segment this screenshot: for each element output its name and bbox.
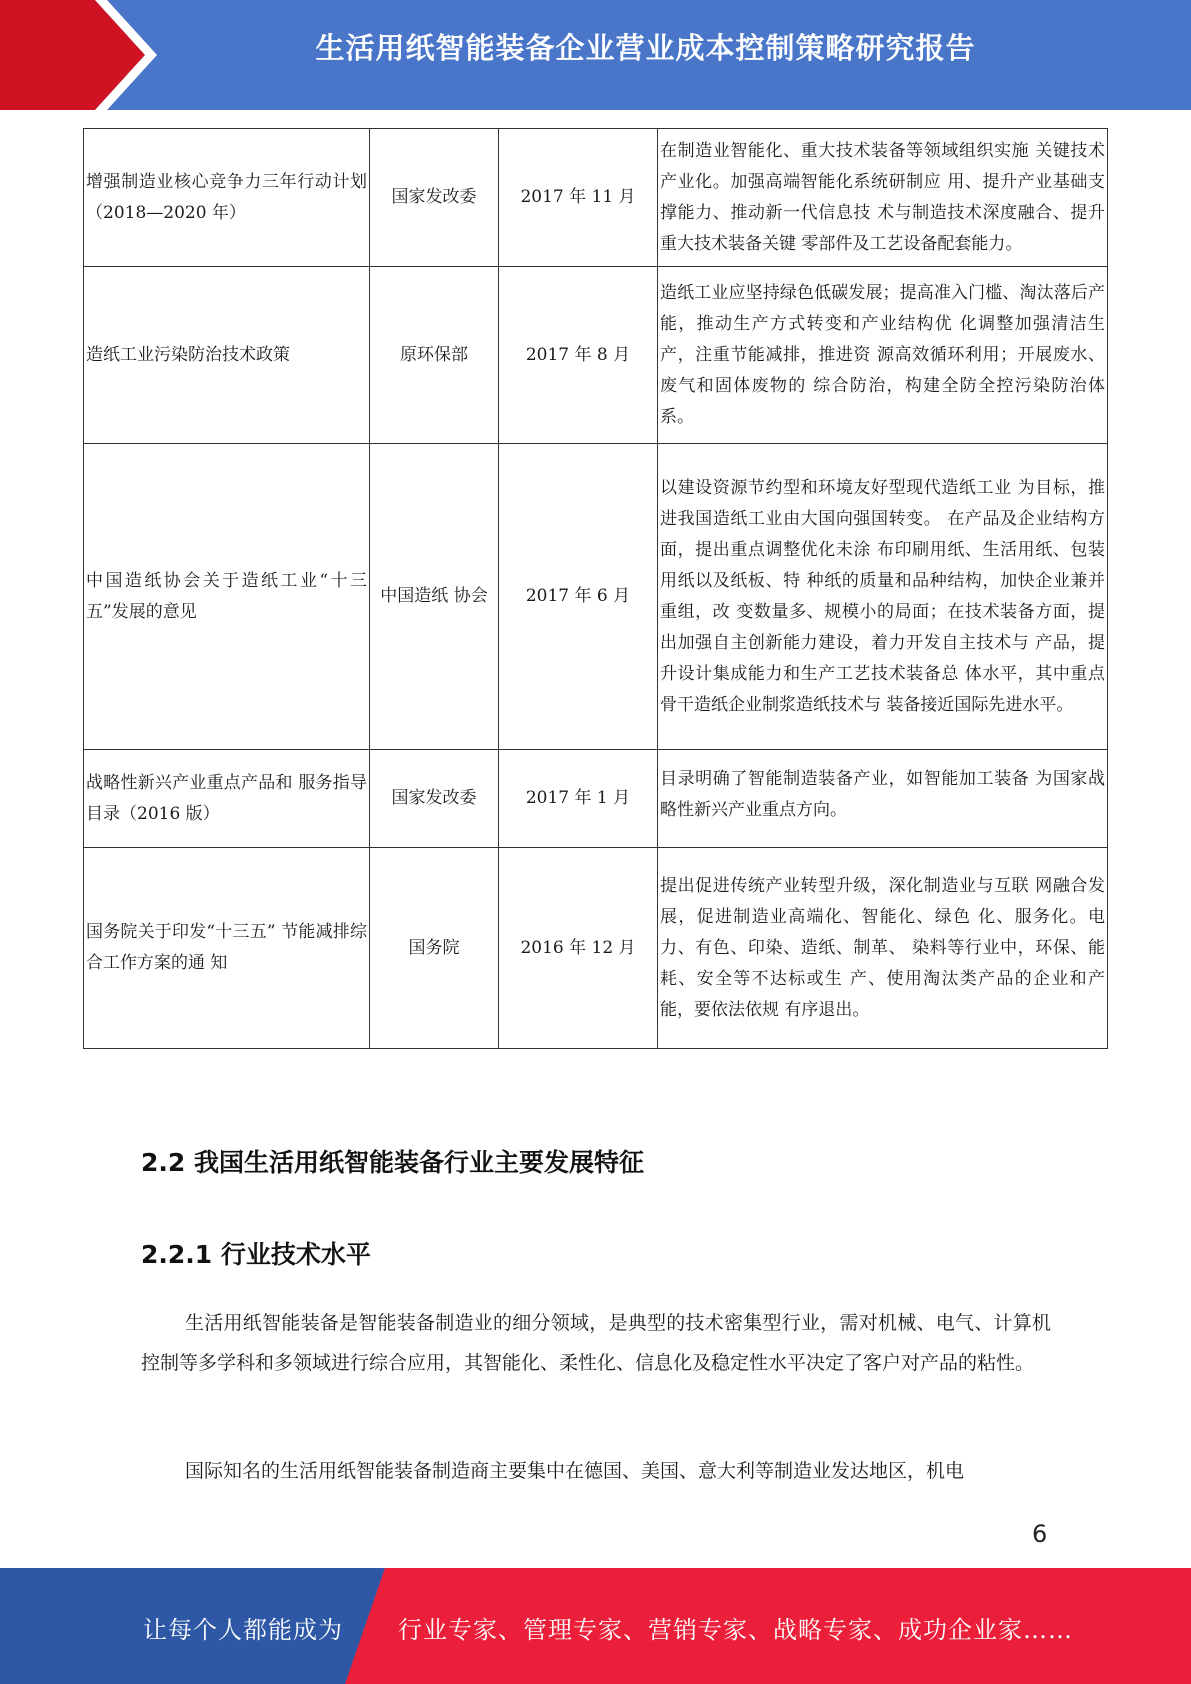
policy-name-cell: 战略性新兴产业重点产品和 服务指导目录（2016 版） [84, 750, 370, 848]
issue-date-cell: 2017 年 1 月 [499, 750, 658, 848]
table-row [84, 267, 1108, 444]
policy-name-cell: 增强制造业核心竞争力三年行动计划（2018—2020 年） [84, 129, 370, 267]
policy-content-cell: 以建设资源节约型和环境友好型现代造纸工业 为目标，推进我国造纸工业由大国向强国转变。 在产品及企业结构方面，提出重点调整优化未涂 布印刷用纸、生活用纸、包装用纸以及纸板、特 种纸的质量和品种结构，加快企业兼并重组，改 变数量多、规模小的局面；在技术装备方面，提 出加强自主创新能力建设，着力开发自主技术与 产品，提升设计集成能力和生产工艺技术装备总 体水平，其中重点骨干造纸企业制浆造纸技术与 装备接近国际先进水平。 [658, 444, 1108, 750]
footer-slogan-left: 让每个人都能成为 [143, 1616, 343, 1644]
section-heading: 2.2 我国生活用纸智能装备行业主要发展特征 [141, 1148, 644, 1177]
subsection-heading: 2.2.1 行业技术水平 [141, 1240, 371, 1269]
policy-name-cell: 造纸工业污染防治技术政策 [84, 267, 370, 444]
report-title: 生活用纸智能装备企业营业成本控制策略研究报告 [315, 31, 976, 65]
policy-name-cell: 中国造纸协会关于造纸工业“十三五”发展的意见 [84, 444, 370, 750]
issue-date-cell: 2017 年 8 月 [499, 267, 658, 444]
table-row [84, 444, 1108, 750]
body-paragraph: 生活用纸智能装备是智能装备制造业的细分领域，是典型的技术密集型行业，需对机械、电气、计算机控制等多学科和多领域进行综合应用，其智能化、柔性化、信息化及稳定性水平决定了客户对产品的粘性。 [141, 1312, 1051, 1374]
page-number: 6 [1032, 1520, 1048, 1548]
policy-content-cell: 造纸工业应坚持绿色低碳发展；提高准入门槛、淘汰落后产能，推动生产方式转变和产业结构优 化调整加强清洁生产，注重节能减排，推进资 源高效循环利用；开展废水、废气和固体废物的 综合防治，构建全防全控污染防治体系。 [658, 267, 1108, 444]
issue-date-cell: 2016 年 12 月 [499, 848, 658, 1049]
policy-content-cell: 提出促进传统产业转型升级，深化制造业与互联 网融合发展，促进制造业高端化、智能化、绿色 化、服务化。电力、有色、印染、造纸、制革、 染料等行业中，环保、能耗、安全等不达标或生 产、使用淘汰类产品的企业和产能，要依法依规 有序退出。 [658, 848, 1108, 1049]
issuing-org-cell: 国家发改委 [370, 750, 499, 848]
policy-name-cell: 国务院关于印发“十三五” 节能减排综合工作方案的通 知 [84, 848, 370, 1049]
page-header-banner [0, 0, 1191, 110]
issuing-org-cell: 国务院 [370, 848, 499, 1049]
footer-slogan-right: 行业专家、管理专家、营销专家、战略专家、成功企业家…… [398, 1616, 1073, 1644]
policy-content-cell: 目录明确了智能制造装备产业，如智能加工装备 为国家战略性新兴产业重点方向。 [658, 750, 1108, 848]
table-row [84, 129, 1108, 267]
header-red-arrow [0, 0, 150, 110]
policy-content-cell: 在制造业智能化、重大技术装备等领域组织实施 关键技术产业化。加强高端智能化系统研制应 用、提升产业基础支撑能力、推动新一代信息技 术与制造技术深度融合、提升重大技术装备关键 零部件及工艺设备配套能力。 [658, 129, 1108, 267]
issue-date-cell: 2017 年 6 月 [499, 444, 658, 750]
body-paragraph: 国际知名的生活用纸智能装备制造商主要集中在德国、美国、意大利等制造业发达地区，机电 [185, 1460, 965, 1482]
issuing-org-cell: 中国造纸 协会 [370, 444, 499, 750]
policy-table [83, 128, 1108, 1049]
table-row [84, 750, 1108, 848]
table-row [84, 848, 1108, 1049]
issuing-org-cell: 原环保部 [370, 267, 499, 444]
issuing-org-cell: 国家发改委 [370, 129, 499, 267]
issue-date-cell: 2017 年 11 月 [499, 129, 658, 267]
page-footer-banner [0, 1568, 1191, 1684]
